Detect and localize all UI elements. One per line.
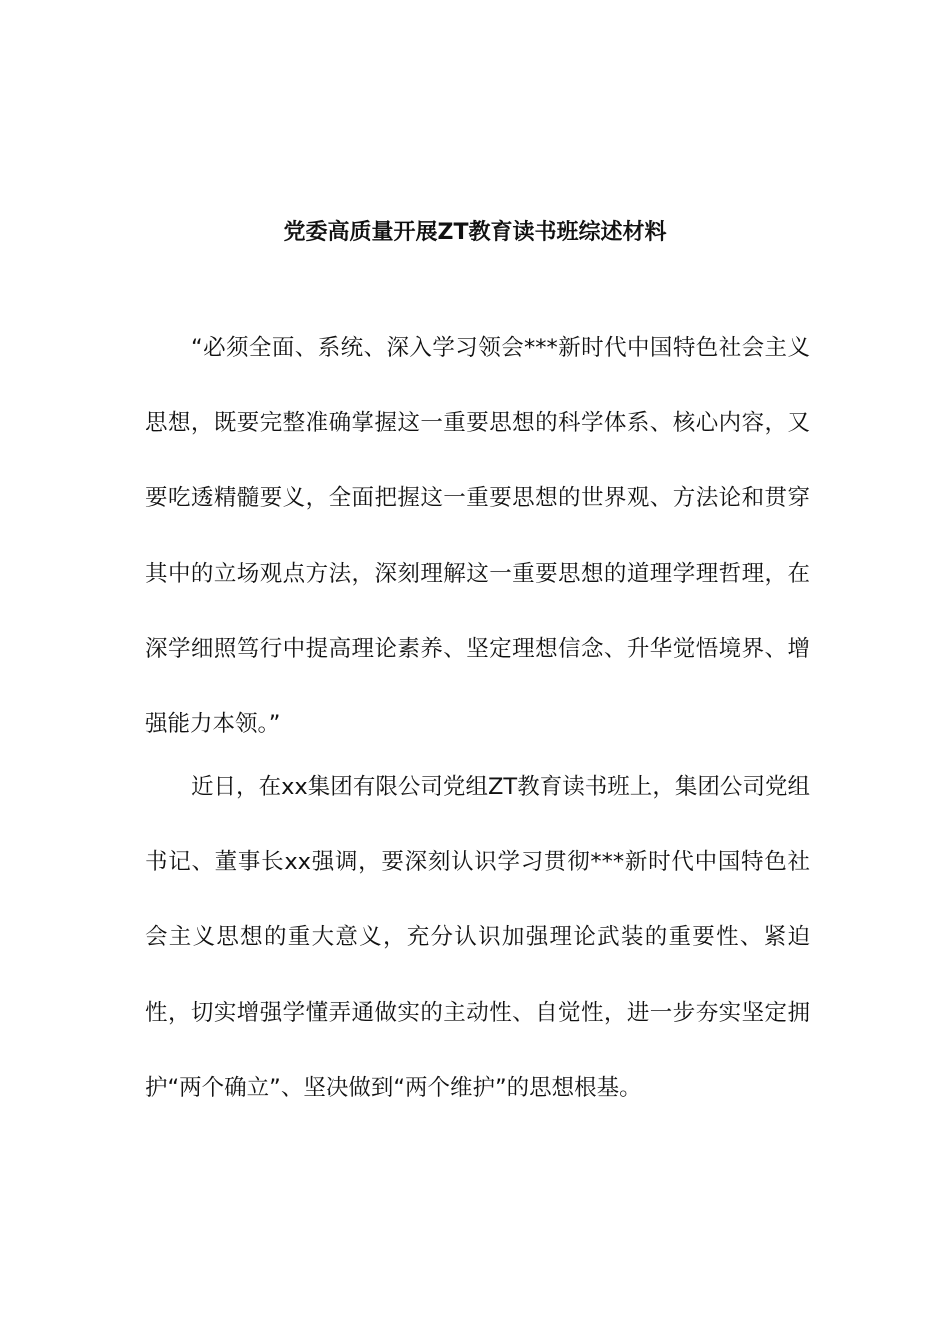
paragraph-body: 近日，在xx集团有限公司党组ZT教育读书班上，集团公司党组书记、董事长xx强调，要深刻认识学习贯彻***新时代中国特色社会主义思想的重大意义，充分认识加强理论武装的重要性、紧迫性，切实增强学懂弄通做实的主动性、自觉性，进一步夯实坚定拥护“两个确立”、坚决做到“两个维护”的思想根基。 [145,774,810,1101]
paragraph-quote: “必须全面、系统、深入学习领会***新时代中国特色社会主义思想，既要完整准确掌握这一重要思想的科学体系、核心内容，又要吃透精髓要义，全面把握这一重要思想的世界观、方法论和贯穿其中的立场观点方法，深刻理解这一重要思想的道理学理哲理，在深学细照笃行中提高理论素养、坚定理想信念、升华觉悟境界、增强能力本领。” [145,335,810,738]
document-title: 党委高质量开展ZT教育读书班综述材料 [283,219,667,245]
